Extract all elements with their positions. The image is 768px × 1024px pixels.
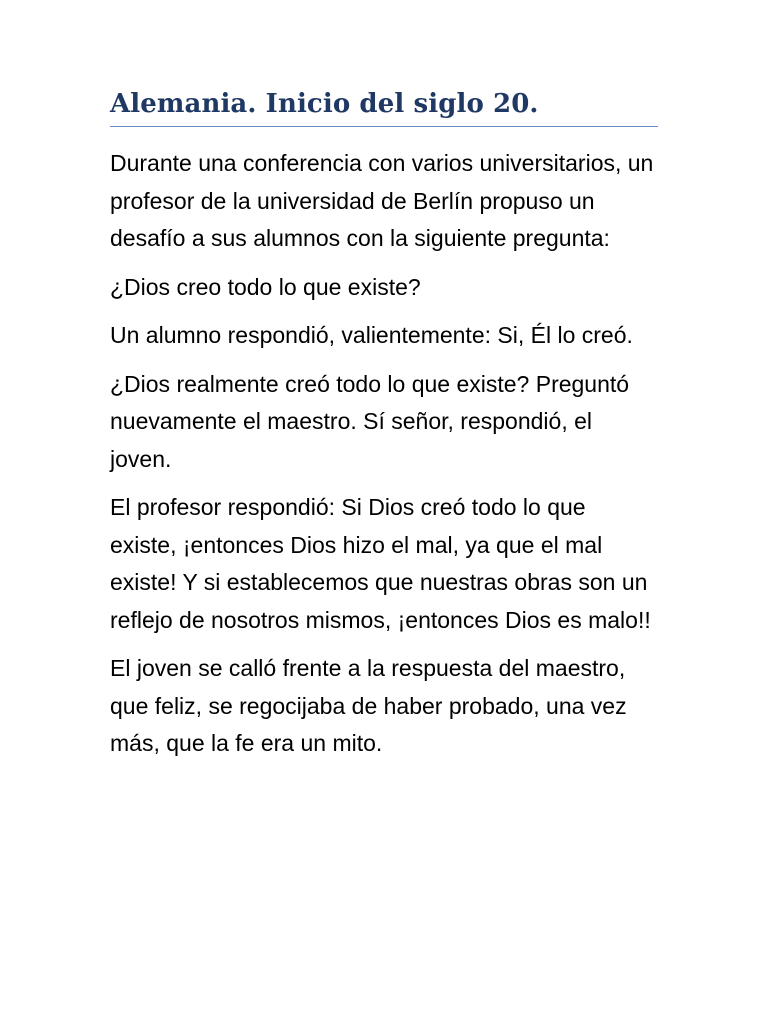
paragraph: Durante una conferencia con varios universitarios, un profesor de la universidad de Berlín propuso un desafío a sus alumnos con la siguiente pregunta: [110,150,654,251]
paragraph: ¿Dios realmente creó todo lo que existe? Preguntó nuevamente el maestro. Sí señor, respondió, el joven. [110,370,630,472]
paragraph: Un alumno respondió, valientemente: Si, Él lo creó. [110,322,633,348]
document-page [110,84,658,774]
paragraph: El profesor respondió: Si Dios creó todo lo que existe, ¡entonces Dios hizo el mal, ya que el mal existe! Y si establecemos que nuestras obras son un reflejo de nosotros mismos, ¡entonces Dios es malo!! [110,494,651,633]
paragraph: ¿Dios creo todo lo que existe? [110,273,421,300]
document-body [110,145,658,763]
paragraph: El joven se calló frente a la respuesta del maestro, que feliz, se regocijaba de haber probado, una vez más, que la fe era un mito. [110,655,627,756]
document-heading: Alemania. Inicio del siglo 20. [110,84,658,127]
